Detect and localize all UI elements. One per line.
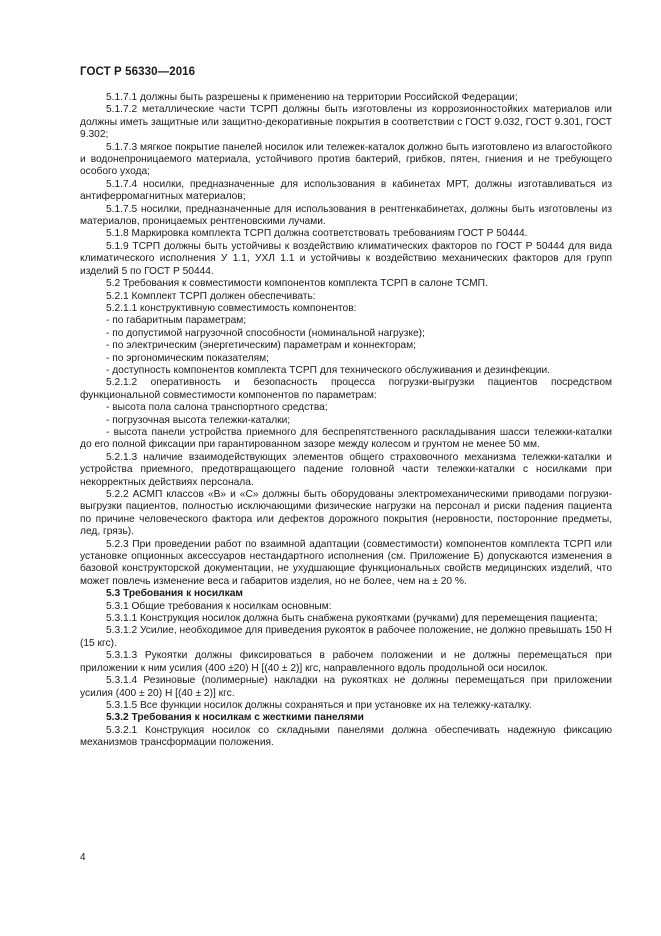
paragraph: - высота панели устройства приемного для беспрепятственного раскладывания шасси тележки-каталки до его полной фиксации при гарантированном зазоре между колесом и грунтом не менее 50 мм. [80, 426, 612, 451]
document-body [80, 92, 612, 750]
paragraph: 5.2.1.3 наличие взаимодействующих элементов общего страховочного механизма тележки-каталки и устройства приемного, предотвращающего падение головной части тележки-каталки с носилками при некорректных действиях персонала. [80, 451, 612, 488]
paragraph: 5.1.8 Маркировка комплекта ТСРП должна соответствовать требованиям ГОСТ Р 50444. [106, 228, 528, 240]
paragraph: - по эргономическим показателям; [106, 352, 269, 364]
page-number: 4 [80, 852, 86, 863]
paragraph: 5.3.1.3 Рукоятки должны фиксироваться в рабочем положении и не должны перемещаться при приложении к ним усилия (400 ±20) Н [(40 ± 2)] кгс, направленного вдоль продольной оси носилок. [80, 650, 612, 674]
paragraph: - по допустимой нагрузочной способности (номинальной нагрузке); [106, 327, 425, 339]
paragraph: 5.3.1.1 Конструкция носилок должна быть снабжена рукоятками (ручками) для перемещения пациента; [106, 613, 598, 625]
paragraph: 5.2 Требования к совместимости компонентов комплекта ТСРП в салоне ТСМП. [106, 278, 488, 290]
paragraph: 5.2.1.2 оперативность и безопасность процесса погрузки-выгрузки пациентов посредством функциональной совместимости компонентов по параметрам: [80, 377, 612, 401]
paragraph: 5.3.1 Общие требования к носилкам основным: [106, 600, 332, 612]
paragraph: - доступность компонентов комплекта ТСРП для технического обслуживания и дезинфекции. [106, 364, 550, 376]
paragraph: 5.1.7.2 металлические части ТСРП должны быть изготовлены из коррозионностойких материалов или должны иметь защитные или защитно-декоративные покрытия в соответствии с ГОСТ 9.032, ГОСТ 9.301, ГОСТ 9.302; [80, 104, 612, 141]
paragraph: 5.3.2.1 Конструкция носилок со складными панелями должна обеспечивать надежную фиксацию механизмов трансформации положения. [80, 724, 612, 749]
paragraph: - высота пола салона транспортного средства; [106, 402, 328, 414]
paragraph: 5.1.7.4 носилки, предназначенные для использования в кабинетах МРТ, должны изготавливаться из антиферромагнитных материалов; [80, 178, 612, 203]
paragraph: 5.2.2 АСМП классов «В» и «С» должны быть оборудованы электромеханическими приводами погрузки-выгрузки пациентов, полностью исключающими физические нагрузки на персонал и риски падения пациента по причине человеческого фактора или дефектов дорожного покрытия (неровности, посторонние предметы, лед, грязь). [80, 489, 612, 538]
paragraph: - по габаритным параметрам; [106, 315, 247, 327]
paragraph: 5.2.3 При проведении работ по взаимной адаптации (совместимости) компонентов комплекта ТСРП или установке опционных аксессуаров нестандартного исполнения (см. Приложение Б) допускаются изменения в базовой конструкторской документации, не ухудшающие функциональных свойств медицинских изделий, что может повлечь изменение веса и габаритов изделия, но не более, чем на ± 20 %. [80, 538, 612, 587]
paragraph: 5.1.7.1 должны быть разрешены к применению на территории Российской Федерации; [106, 92, 518, 103]
section-heading: 5.3.2 Требования к носилкам с жесткими панелями [106, 712, 364, 724]
paragraph: 5.3.1.4 Резиновые (полимерные) накладки на рукоятках не должны перемещаться при приложении усилия (400 ± 20) Н [(40 ± 2)] кгс. [80, 675, 612, 699]
paragraph: 5.3.1.5 Все функции носилок должны сохраняться и при установке их на тележку-каталку. [106, 699, 532, 711]
paragraph: 5.3.1.2 Усилие, необходимое для приведения рукояток в рабочее положение, не должно превышать 150 Н (15 кгс). [80, 625, 612, 649]
paragraph: 5.1.7.5 носилки, предназначенные для использования в рентгенкабинетах, должны быть изготовлены из материалов, проницаемых рентгеновскими лучами. [80, 203, 612, 228]
paragraph: 5.1.7.3 мягкое покрытие панелей носилок или тележек-каталок должно быть изготовлено из влагостойкого и водонепроницаемого материала, устойчивого против бактерий, грибков, пятен, гниения и не требующего особого ухода; [80, 141, 612, 178]
paragraph: - по электрическим (энергетическим) параметрам и коннекторам; [106, 340, 416, 352]
paragraph: 5.2.1.1 конструктивную совместимость компонентов: [106, 302, 357, 314]
page-header: ГОСТ Р 56330—2016 [80, 66, 196, 78]
paragraph: - погрузочная высота тележки-каталки; [106, 414, 291, 426]
paragraph: 5.2.1 Комплект ТСРП должен обеспечивать: [106, 290, 316, 302]
section-heading: 5.3 Требования к носилкам [106, 588, 243, 600]
paragraph: 5.1.9 ТСРП должны быть устойчивы к воздействию климатических факторов по ГОСТ Р 50444 для вида климатического исполнения У 1.1, УХЛ 1.1 и устойчивы к воздействию механических факторов для групп изделий 5 по ГОСТ Р 50444. [80, 240, 612, 277]
